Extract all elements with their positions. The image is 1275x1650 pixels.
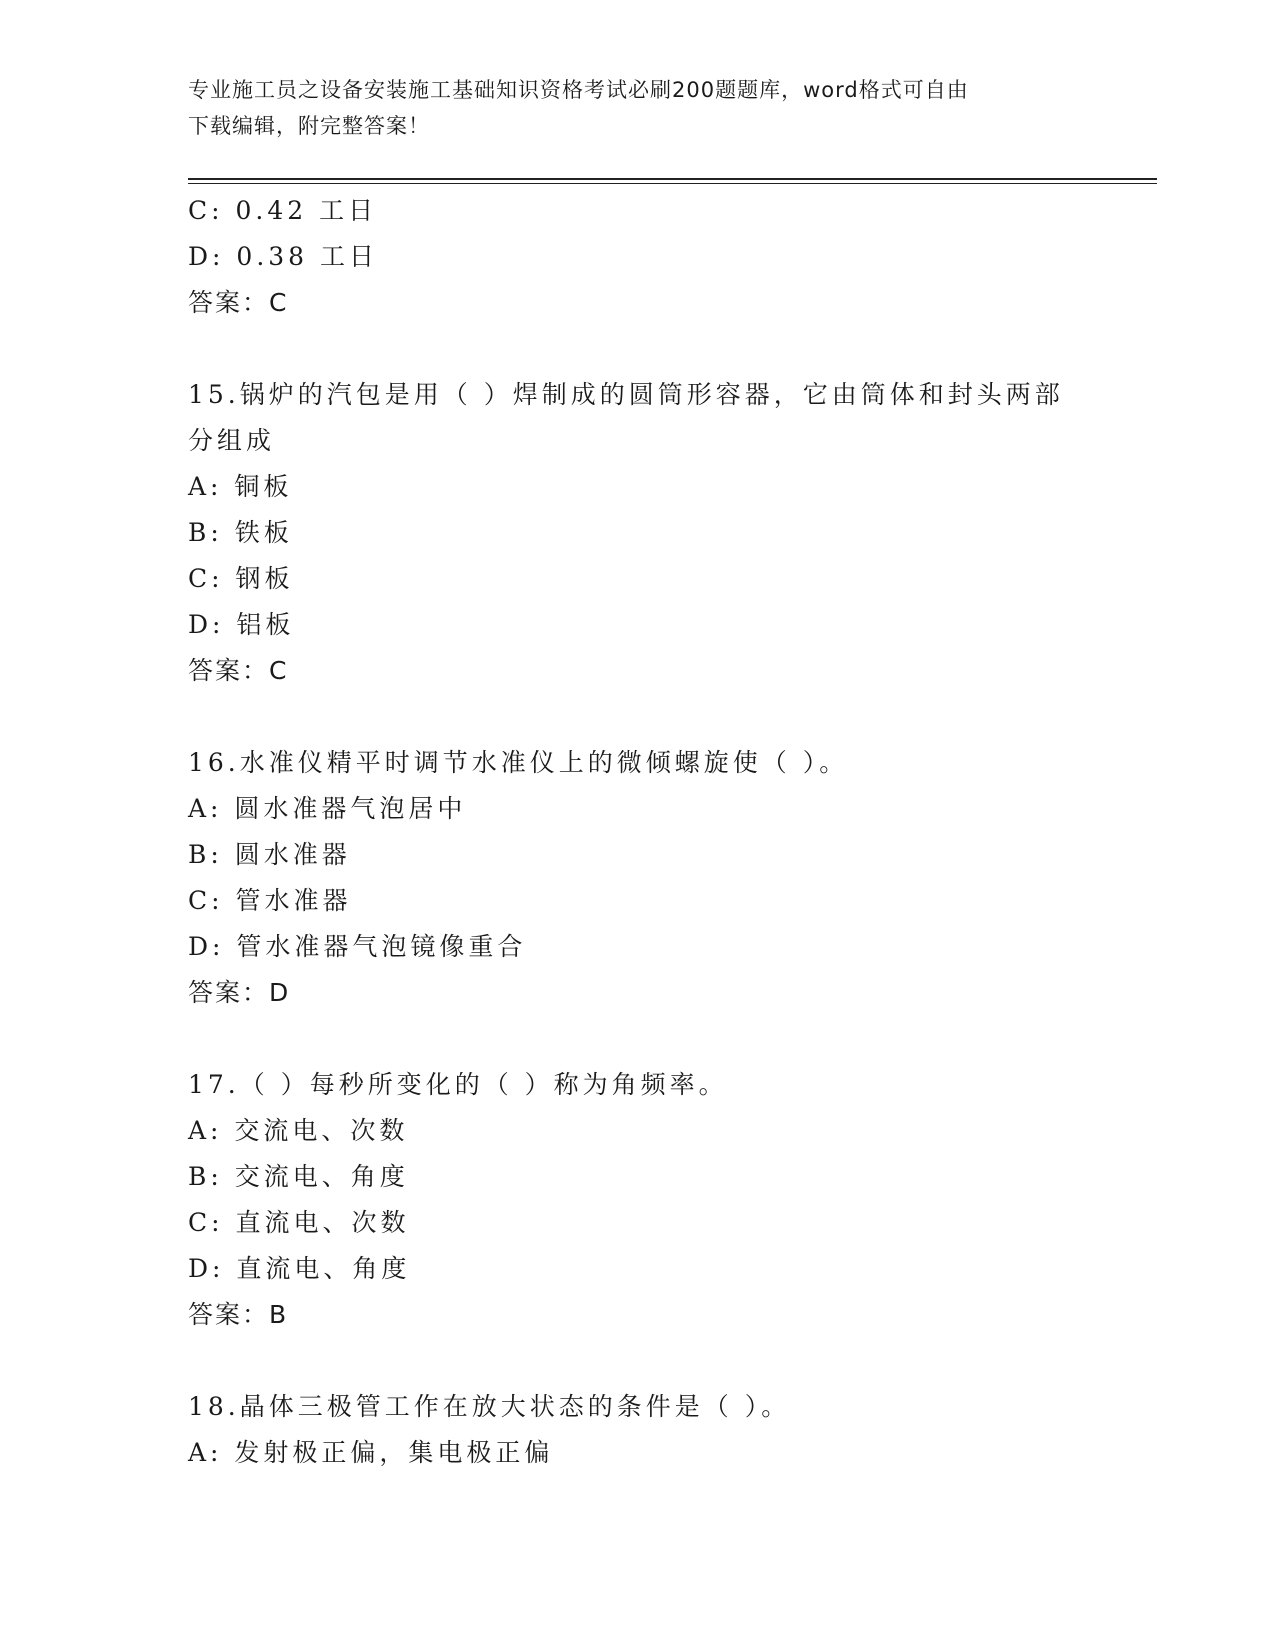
question-list <box>188 188 1088 1476</box>
option-d: D: 管水准器气泡镜像重合 <box>188 932 527 961</box>
option-a: A: 发射极正偏，集电极正偏 <box>188 1438 554 1467</box>
answer-line: 答案：B <box>188 1300 289 1329</box>
question-17 <box>188 1062 1088 1338</box>
question-18 <box>188 1384 1088 1476</box>
option-d: D: 直流电、角度 <box>188 1254 411 1283</box>
option-a: A: 交流电、次数 <box>188 1116 409 1145</box>
header-rule-thick <box>188 178 1157 180</box>
option-a: A: 铜板 <box>188 472 293 501</box>
header-line-2: 下载编辑，附完整答案！ <box>188 114 430 138</box>
question-text: 17.（ ）每秒所变化的（ ）称为角频率。 <box>188 1070 728 1099</box>
option-b: B: 铁板 <box>188 518 293 547</box>
previous-question <box>188 188 1088 326</box>
question-text-cont: 分组成 <box>188 426 276 455</box>
option-d: D: 铝板 <box>188 610 295 639</box>
option-c: C: 钢板 <box>188 564 294 593</box>
document-header <box>188 72 1068 144</box>
question-text: 18.晶体三极管工作在放大状态的条件是（ ）。 <box>188 1392 791 1421</box>
option-b: B: 交流电、角度 <box>188 1162 409 1191</box>
answer-line: 答案：C <box>188 656 289 685</box>
option-c: C: 管水准器 <box>188 886 352 915</box>
answer-line: 答案：D <box>188 978 291 1007</box>
header-line-1: 专业施工员之设备安装施工基础知识资格考试必刷200题题库，word格式可自由 <box>188 78 969 102</box>
option-d: D: 0.38 工日 <box>188 242 379 271</box>
option-b: B: 圆水准器 <box>188 840 351 869</box>
option-a: A: 圆水准器气泡居中 <box>188 794 467 823</box>
question-text: 16.水准仪精平时调节水准仪上的微倾螺旋使（ ）。 <box>188 748 849 777</box>
option-c: C: 直流电、次数 <box>188 1208 410 1237</box>
question-16 <box>188 740 1088 1016</box>
question-text: 15.锅炉的汽包是用（ ）焊制成的圆筒形容器，它由筒体和封头两部 <box>188 380 1064 409</box>
answer-line: 答案：C <box>188 288 289 317</box>
header-rule-thin <box>188 183 1157 184</box>
question-15 <box>188 372 1088 694</box>
option-c: C: 0.42 工日 <box>188 196 378 225</box>
